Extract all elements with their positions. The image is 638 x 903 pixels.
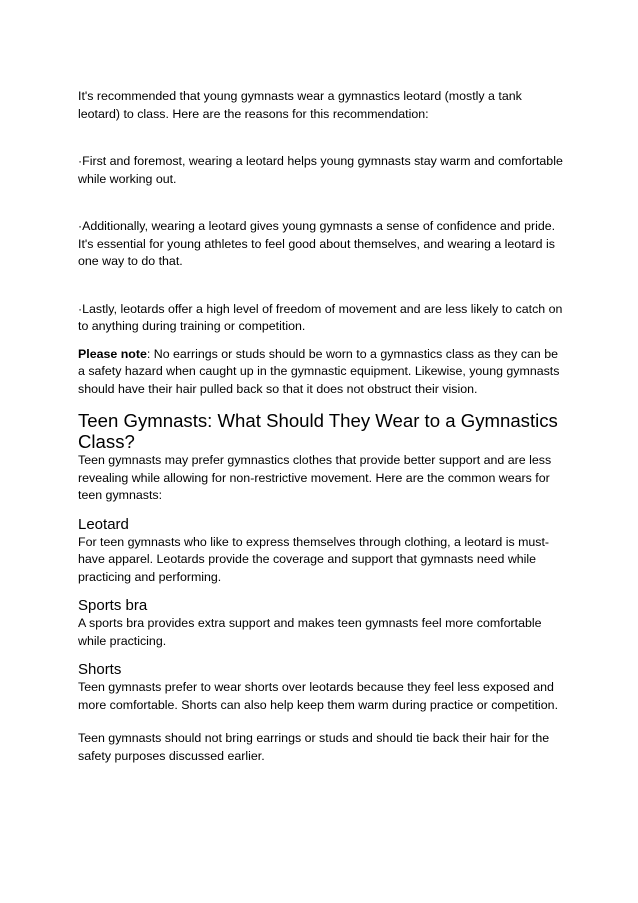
closing-paragraph: Teen gymnasts should not bring earrings or studs and should tie back their hair for the safety purposes discussed earlier. xyxy=(78,731,550,763)
section-title-sports-bra: Sports bra xyxy=(78,597,148,614)
section-body-shorts: Teen gymnasts prefer to wear shorts over leotards because they feel less exposed and more comfortable. Shorts can also help keep them warm during practice or competition. xyxy=(78,680,559,712)
teen-heading: Teen Gymnasts: What Should They Wear to a Gymnastics Class? xyxy=(78,410,558,452)
bullet-confidence: ·Additionally, wearing a leotard gives young gymnasts a sense of confidence and pride. It's essential for young athletes to feel good about themselves, and wearing a leotard is one way to do that. xyxy=(78,219,556,268)
bullet-freedom: ·Lastly, leotards offer a high level of freedom of movement and are less likely to catch on to anything during training or competition. xyxy=(78,301,563,333)
note-text: : No earrings or studs should be worn to a gymnastics class as they can be a safety hazard when caught up in the gymnastic equipment. Likewise, young gymnasts should have their hair pulled back so that it does not obstruct their vision. xyxy=(78,346,560,396)
safety-note xyxy=(78,346,564,399)
section-body-leotard: For teen gymnasts who like to express themselves through clothing, a leotard is must-have apparel. Leotards provide the coverage and support that gymnasts need while practicing and performing. xyxy=(78,534,550,584)
intro-paragraph: It's recommended that young gymnasts wear a gymnastics leotard (mostly a tank leotard) to class. Here are the reasons for this recommendation: xyxy=(78,89,522,121)
section-title-shorts: Shorts xyxy=(78,661,122,678)
section-body-sports-bra: A sports bra provides extra support and makes teen gymnasts feel more comfortable while practicing. xyxy=(78,616,542,648)
teen-intro: Teen gymnasts may prefer gymnastics clothes that provide better support and are less revealing while allowing for non-restrictive movement. Here are the common wears for teen gymnasts: xyxy=(78,453,552,502)
section-title-leotard: Leotard xyxy=(78,515,129,533)
bullet-warmth: ·First and foremost, wearing a leotard helps young gymnasts stay warm and comfortable while working out. xyxy=(78,154,563,186)
document-page xyxy=(78,88,564,765)
note-label: Please note xyxy=(78,346,147,361)
